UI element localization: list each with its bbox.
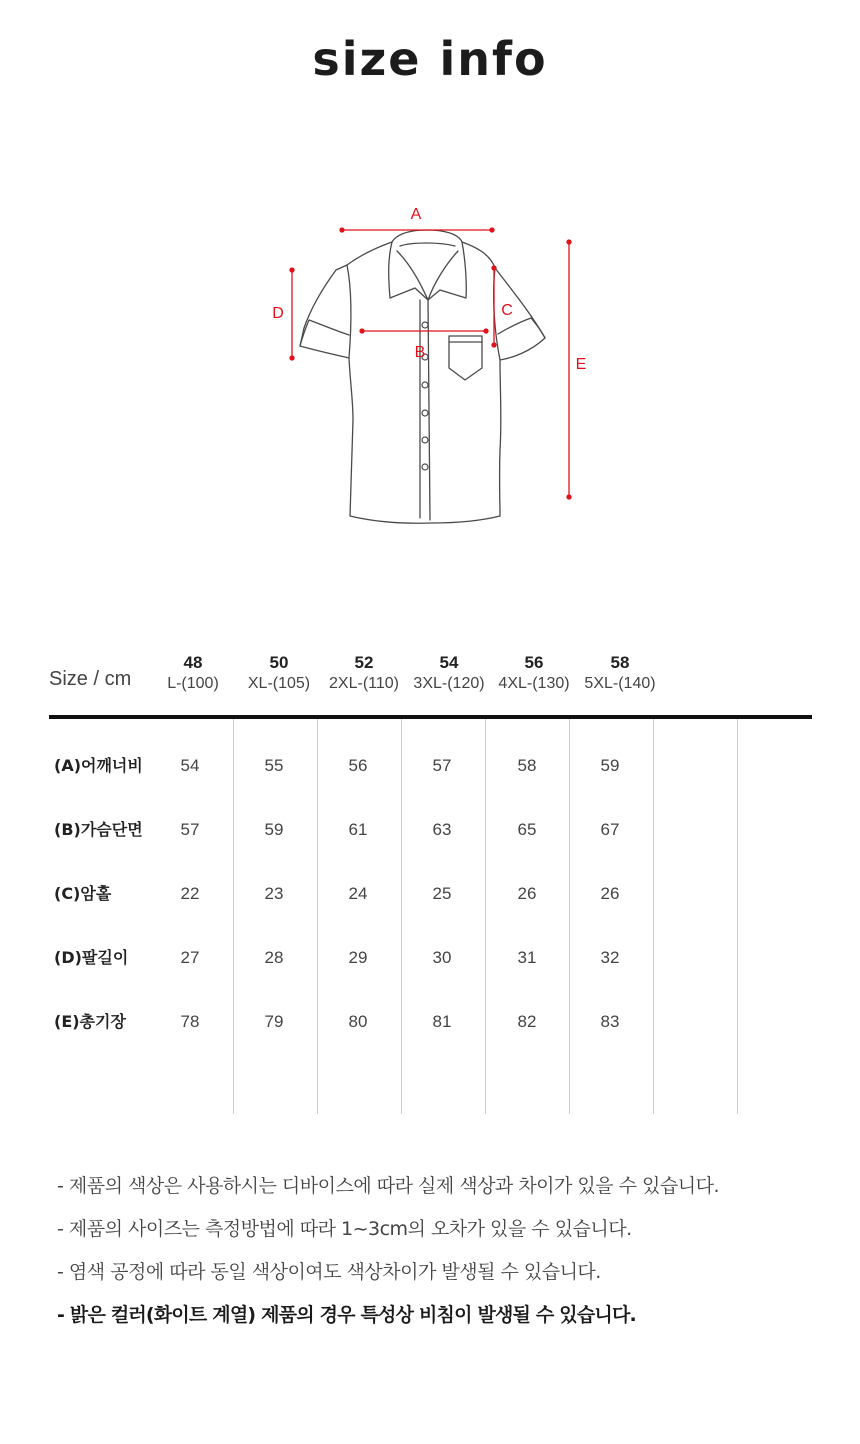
- table-cell: 25: [432, 884, 452, 903]
- column-header: 52 2XL-(110): [329, 653, 399, 692]
- table-cell: 79: [264, 1012, 284, 1031]
- shirt-measurement-diagram: [0, 190, 860, 550]
- label-b: B: [414, 344, 426, 361]
- table-cell: 30: [432, 948, 452, 967]
- table-cell: 78: [180, 1012, 200, 1031]
- notes-section: [57, 1165, 837, 1337]
- table-header-label: Size / cm: [49, 668, 132, 690]
- table-cell: 81: [432, 1012, 452, 1031]
- table-cell: 65: [517, 820, 537, 839]
- table-cell: 26: [517, 884, 537, 903]
- column-divider: [653, 719, 654, 1114]
- label-d: D: [272, 305, 284, 322]
- label-e: E: [575, 356, 587, 373]
- row-label: (A)어깨너비: [54, 756, 143, 775]
- shirt-outline: [300, 230, 545, 523]
- column-divider: [485, 719, 486, 1114]
- table-cell: 31: [517, 948, 537, 967]
- label-a: A: [410, 206, 422, 223]
- table-cell: 58: [517, 756, 537, 775]
- column-header: 48 L-(100): [167, 653, 219, 692]
- page-title: size info: [312, 32, 548, 86]
- table-header-divider: [49, 715, 812, 719]
- column-divider: [233, 719, 234, 1114]
- table-cell: 57: [432, 756, 452, 775]
- column-divider: [569, 719, 570, 1114]
- table-cell: 32: [600, 948, 620, 967]
- measure-lines: [290, 228, 571, 499]
- column-divider: [401, 719, 402, 1114]
- row-label: (C)암홀: [54, 884, 112, 903]
- column-header: 58 5XL-(140): [584, 653, 656, 692]
- column-divider: [317, 719, 318, 1114]
- table-cell: 28: [264, 948, 284, 967]
- table-cell: 55: [264, 756, 284, 775]
- column-header: 50 XL-(105): [247, 653, 311, 692]
- column-divider: [737, 719, 738, 1114]
- table-cell: 56: [348, 756, 368, 775]
- note-see-through: - 밝은 컬러(화이트 계열) 제품의 경우 특성상 비침이 발생될 수 있습니다.: [57, 1304, 636, 1326]
- table-cell: 54: [180, 756, 200, 775]
- note-size: - 제품의 사이즈는 측정방법에 따라 1~3cm의 오차가 있을 수 있습니다.: [57, 1218, 632, 1240]
- row-label: (E)총기장: [54, 1012, 126, 1031]
- note-color: - 제품의 색상은 사용하시는 디바이스에 따라 실제 색상과 차이가 있을 수 있습니다.: [57, 1175, 720, 1197]
- table-cell: 63: [432, 820, 452, 839]
- note-dye: - 염색 공정에 따라 동일 색상이여도 색상차이가 발생될 수 있습니다.: [57, 1261, 601, 1283]
- row-label: (D)팔길이: [54, 948, 129, 967]
- table-cell: 67: [600, 820, 620, 839]
- table-cell: 24: [348, 884, 368, 903]
- table-cell: 59: [264, 820, 284, 839]
- row-label: (B)가슴단면: [54, 820, 143, 839]
- label-c: C: [501, 302, 513, 319]
- table-cell: 57: [180, 820, 200, 839]
- table-cell: 61: [348, 820, 368, 839]
- table-cell: 59: [600, 756, 620, 775]
- table-cell: 22: [180, 884, 200, 903]
- table-cell: 82: [517, 1012, 537, 1031]
- column-header: 56 4XL-(130): [498, 653, 570, 692]
- table-cell: 83: [600, 1012, 620, 1031]
- table-cell: 29: [348, 948, 368, 967]
- table-cell: 27: [180, 948, 200, 967]
- table-cell: 26: [600, 884, 620, 903]
- table-cell: 80: [348, 1012, 368, 1031]
- column-header: 54 3XL-(120): [413, 653, 485, 692]
- table-cell: 23: [264, 884, 284, 903]
